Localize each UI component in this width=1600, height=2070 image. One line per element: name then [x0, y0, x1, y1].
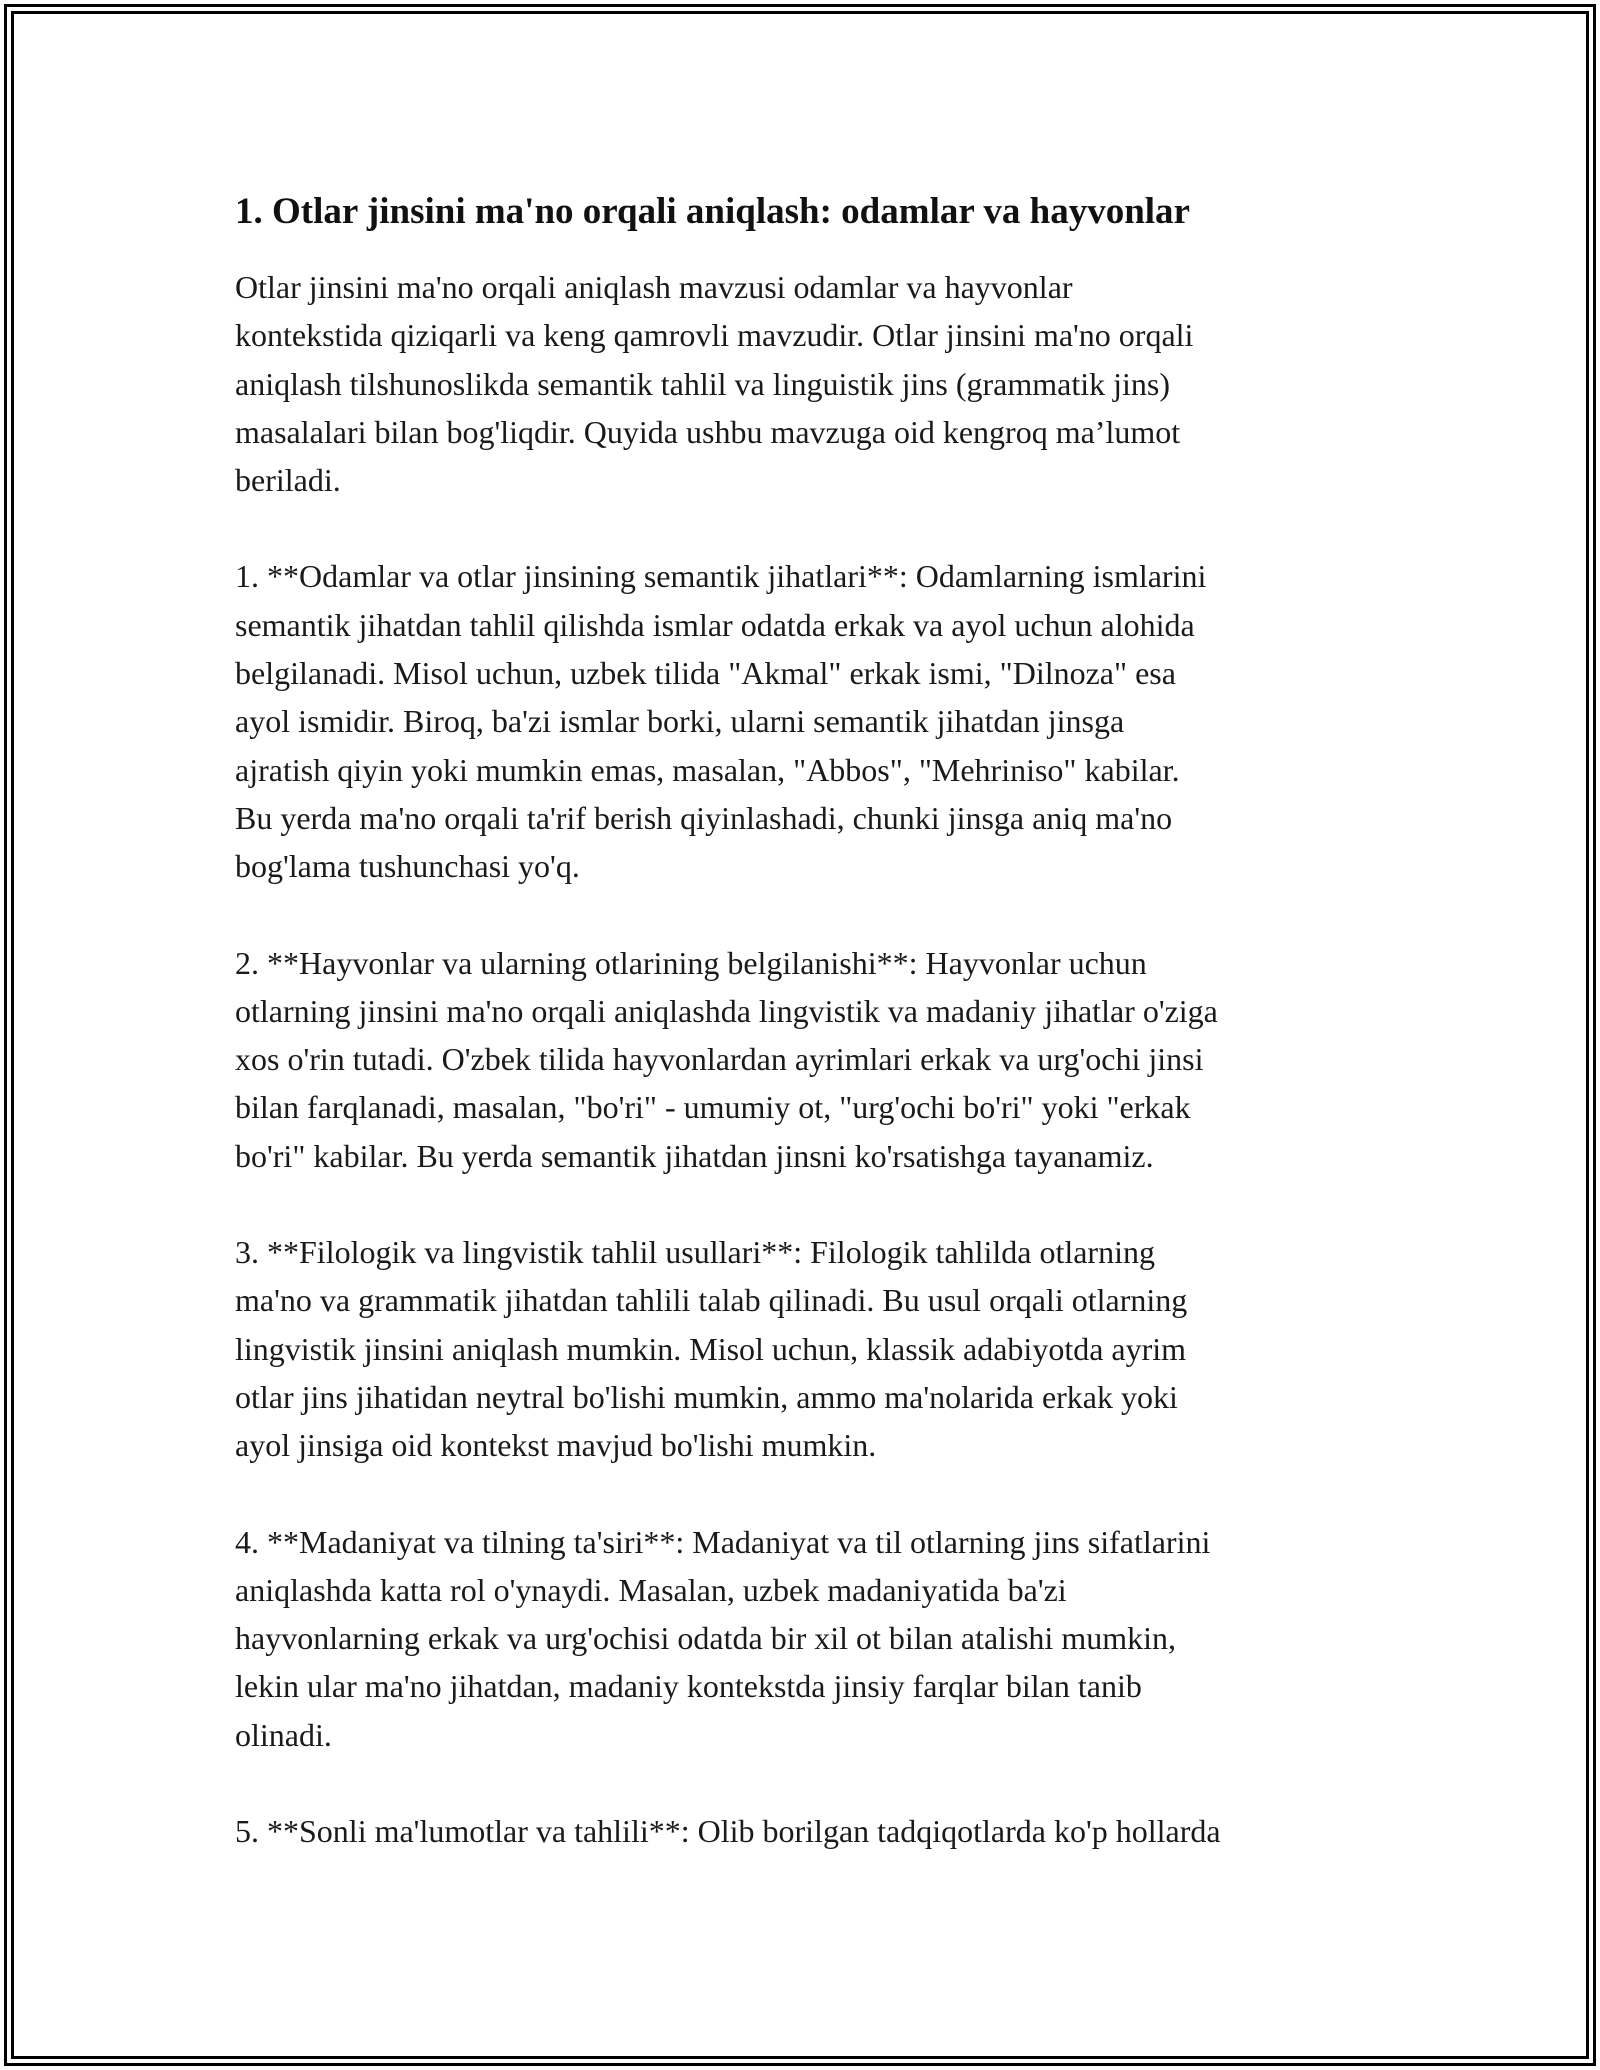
text-line: ayol jinsiga oid kontekst mavjud bo'lishi mumkin.	[235, 1427, 877, 1464]
document-body	[235, 186, 1385, 1903]
text-line: ma'no va grammatik jihatdan tahlili talab qilinadi. Bu usul orqali otlarning	[235, 1282, 1188, 1319]
text-line: kontekstida qiziqarli va keng qamrovli mavzudir. Otlar jinsini ma'no orqali	[235, 317, 1194, 354]
document-title: 1. Otlar jinsini ma'no orqali aniqlash: odamlar va hayvonlar	[235, 191, 1190, 232]
text-line: 1. **Odamlar va otlar jinsining semantik jihatlari**: Odamlarning ismlarini	[235, 558, 1207, 595]
text-line: bilan farqlanadi, masalan, "bo'ri" - umumiy ot, "urg'ochi bo'ri" yoki "erkak	[235, 1089, 1191, 1126]
paragraph-point-3	[235, 1228, 1385, 1469]
text-line: ayol ismidir. Biroq, ba'zi ismlar borki, ularni semantik jihatdan jinsga	[235, 703, 1125, 740]
text-line: otlar jins jihatidan neytral bo'lishi mumkin, ammo ma'nolarida erkak yoki	[235, 1378, 1178, 1415]
text-line: aniqlashda katta rol o'ynaydi. Masalan, uzbek madaniyatida ba'zi	[235, 1571, 1067, 1608]
text-line: 2. **Hayvonlar va ularning otlarining belgilanishi**: Hayvonlar uchun	[235, 944, 1147, 981]
text-line: beriladi.	[235, 462, 341, 499]
text-line: bog'lama tushunchasi yo'q.	[235, 848, 580, 885]
text-line: otlarning jinsini ma'no orqali aniqlashda lingvistik va madaniy jihatlar o'ziga	[235, 992, 1218, 1029]
text-line: olinadi.	[235, 1716, 332, 1753]
text-line: aniqlash tilshunoslikda semantik tahlil va linguistik jins (grammatik jins)	[235, 365, 1171, 402]
text-line: lingvistik jinsini aniqlash mumkin. Misol uchun, klassik adabiyotda ayrim	[235, 1330, 1187, 1367]
paragraph-point-2	[235, 939, 1385, 1180]
text-line: belgilanadi. Misol uchun, uzbek tilida "Akmal" erkak ismi, "Dilnoza" esa	[235, 655, 1176, 692]
text-line: 4. **Madaniyat va tilning ta'siri**: Madaniyat va til otlarning jins sifatlarini	[235, 1523, 1211, 1560]
text-line: 5. **Sonli ma'lumotlar va tahlili**: Olib borilgan tadqiqotlarda ko'p hollarda	[235, 1813, 1221, 1850]
text-line: Bu yerda ma'no orqali ta'rif berish qiyinlashadi, chunki jinsga aniq ma'no	[235, 799, 1173, 836]
paragraph-intro	[235, 263, 1385, 504]
text-line: semantik jihatdan tahlil qilishda ismlar odatda erkak va ayol uchun alohida	[235, 606, 1195, 643]
text-line: masalalari bilan bog'liqdir. Quyida ushbu mavzuga oid kengroq ma’lumot	[235, 413, 1181, 450]
text-line: lekin ular ma'no jihatdan, madaniy kontekstda jinsiy farqlar bilan tanib	[235, 1668, 1142, 1705]
text-line: 3. **Filologik va lingvistik tahlil usullari**: Filologik tahlilda otlarning	[235, 1234, 1155, 1271]
paragraph-point-4	[235, 1518, 1385, 1759]
text-line: Otlar jinsini ma'no orqali aniqlash mavzusi odamlar va hayvonlar	[235, 269, 1073, 305]
text-line: xos o'rin tutadi. O'zbek tilida hayvonlardan ayrimlari erkak va urg'ochi jinsi	[235, 1041, 1204, 1078]
text-line: bo'ri" kabilar. Bu yerda semantik jihatdan jinsni ko'rsatishga tayanamiz.	[235, 1137, 1154, 1174]
text-line: ajratish qiyin yoki mumkin emas, masalan, "Abbos", "Mehriniso" kabilar.	[235, 751, 1180, 788]
paragraph-point-1	[235, 552, 1385, 890]
text-line: hayvonlarning erkak va urg'ochisi odatda bir xil ot bilan atalishi mumkin,	[235, 1620, 1176, 1657]
paragraph-point-5	[235, 1807, 1385, 1855]
